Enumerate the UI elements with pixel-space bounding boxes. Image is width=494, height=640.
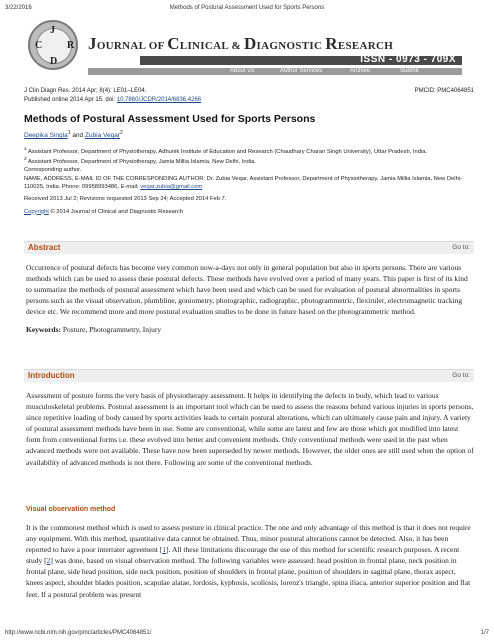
- issn-text: ISSN - 0973 - 709X: [360, 54, 456, 65]
- article-title: Methods of Postural Assessment Used for Sports Persons: [24, 113, 316, 125]
- introduction-heading: Introduction: [28, 371, 75, 380]
- print-footer: [5, 630, 489, 636]
- print-url: http://www.ncbi.nlm.nih.gov/pmc/articles/PMC4064851/: [5, 630, 152, 636]
- copyright-link[interactable]: Copyright: [24, 208, 49, 215]
- nav-submit[interactable]: Submit: [400, 68, 419, 74]
- affiliation-2: $^2$ Assistant Professor, Department of Physiotherapy, Jamia Millia Islamia, New Delhi, India.: [24, 157, 256, 166]
- corresponding-label: Corresponding author.: [24, 167, 82, 174]
- introduction-text: Assessment of posture forms the very basis of physiotherapy assessment. It helps in identifying the defects in body, which lead to various musculoskeletal problems. Postural assessment is an important tool which can be used to assess the reasons behind various injuries in sports persons, since repetitive loading of body caused by sports activities leads to certain postural alterations, which can ultimately cause pain and injury. A variety of postural assessment methods have been in use. Some are conventional, while some are latest and few are those which got modified into latest form from conventional forms i.e. these evolved into better and convenient methods. Only conventional methods were used in the past when advanced methods were not available. These have now been superseded by newer methods. However, the older ones are still used when the option of availability of advanced methods is not there. Following are some of the conventional methods.: [26, 391, 474, 467]
- reference-link[interactable]: 2: [46, 556, 51, 566]
- published-line: Published online 2014 Apr 15. doi: 10.7860/JCDR/2014/6836.4266: [24, 97, 202, 103]
- nav-archive[interactable]: Archive: [350, 68, 371, 74]
- keywords: Keywords: Posture, Photogrammetry, Injury: [26, 325, 162, 335]
- author-link[interactable]: Zubia Veqar: [84, 132, 121, 140]
- doi-link[interactable]: 10.7860/JCDR/2014/6836.4266: [116, 97, 202, 103]
- pmcid: PMCID: PMC4064851: [414, 88, 474, 94]
- email-link[interactable]: veqar.zubia@gmail.com: [140, 184, 203, 191]
- journal-logo[interactable]: [28, 20, 78, 70]
- corresponding-contact: NAME, ADDRESS, E-MAIL ID OF THE CORRESPONDING AUTHOR: Dr. Zubia Veqar, Assistant Professor, Department of Physiotherapy, Jamia Millia Islamia, New Delhi-110025, India. Phone: 09958993486, E-mail: veqar.zubia@gmail.com: [24, 175, 463, 191]
- introduction-header: [24, 369, 474, 382]
- journal-name: JOURNAL OF CLINICAL & DIAGNOSTIC RESEARCH: [88, 34, 394, 53]
- journal-banner: [28, 18, 468, 74]
- introduction-go-to[interactable]: Go to:: [452, 372, 470, 379]
- logo-letter: C: [35, 40, 43, 51]
- affiliation-1: $^1$ Assistant Professor, Department of Physiotherapy, Adhunik Institute of Education and Research (Chaudhary Charan Singh University), Uttar Pradesh, India.: [24, 147, 428, 155]
- abstract-heading: Abstract: [28, 243, 61, 252]
- logo-letter: J: [50, 25, 55, 36]
- visual-observation-body: [26, 522, 474, 600]
- citation: J Clin Diagn Res. 2014 Apr; 8(4): LE01–LE04.: [24, 88, 147, 94]
- abstract-header: [24, 241, 474, 254]
- journal-nav: [88, 68, 462, 75]
- reference-link[interactable]: 1: [162, 545, 167, 555]
- copyright-line: Copyright © 2014 Journal of Clinical and Diagnostic Research: [24, 208, 183, 215]
- logo-letter: R: [67, 40, 75, 51]
- affiliations: [24, 146, 474, 216]
- abstract-go-to[interactable]: Go to:: [452, 244, 470, 251]
- abstract-body: [26, 262, 474, 336]
- article-dates: Received 2013 Jul 2; Revisions requested 2013 Sep 24; Accepted 2014 Feb 7.: [24, 196, 227, 203]
- citation-meta: [24, 87, 474, 105]
- abstract-text: Occurrence of postural defects has become very common now-a-days not only in general population but also in sports persons. There are various methods which can be used to assess these postural defects. These methods have evolved over a period of many years. This paper is first of its kind to summarize the methods of postural assessment which have been used and which can be used for evaluation of postural abnormalities in sports persons such as the visual observation, plumbline, goniometry, photographic, radiographic, photogrammetric, flexiruler, electromagnetic tracking device etc. We recommend more and more postural evaluation studies to be done in future based on the photogrammetric method.: [26, 263, 468, 317]
- visual-observation-text: It is the commonest method which is used to assess posture in clinical practice. The one and only advantage of this method is that it does not require any equipment. With this method, quantitative data cannot be obtained. Thus, minor postural alterations cannot be detected. Also, it has been reported to have a poor interrater agreement [1]. All these limitations discourage the use of this method for scientific research purposes. A recent study [2] was done, based on visual observation method. The following variables were assessed: head position in frontal plane, neck position in frontal plane, side head position, side neck position, position of shoulders in frontal plane, position of shoulders in sagittal plane, thorax aspect, knees aspect, shoulder blades position, scapulae alatae, lordosis, kyphosis, scoliosis, lorenz's triangle, spina iliaca, anterior superior position and flat feet. If a postural problem was present: [26, 523, 471, 599]
- author-list: Deepika Singla$^1$ and Zubia Veqar$^2$: [24, 130, 123, 140]
- print-date: 3/22/2016: [5, 5, 32, 11]
- author-link[interactable]: Deepika Singla: [24, 132, 68, 140]
- nav-author-services[interactable]: Author Services: [280, 68, 323, 74]
- logo-letter: D: [50, 56, 58, 67]
- print-page-number: 1/7: [480, 630, 489, 636]
- visual-observation-heading: Visual observation method: [26, 506, 116, 513]
- nav-about-us[interactable]: About Us: [230, 68, 255, 74]
- introduction-body: [26, 390, 474, 468]
- print-title: Methods of Postural Assessment Used for Sports Persons: [169, 5, 325, 11]
- issn-bar: [140, 56, 462, 65]
